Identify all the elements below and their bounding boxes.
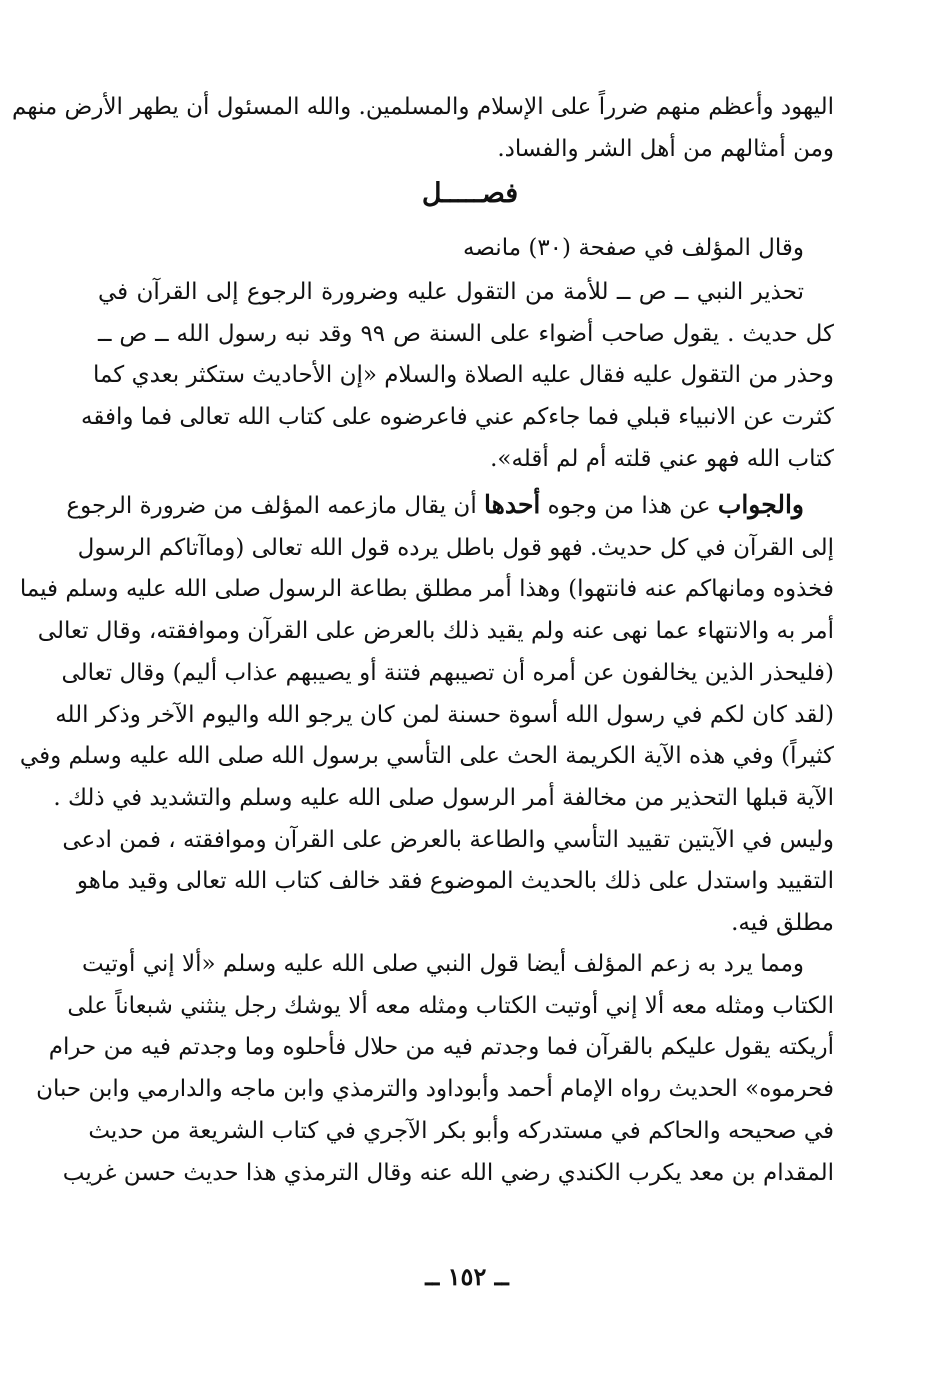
text-line: أمر به والانتهاء عما نهى عنه ولم يقيد ذلك بالعرض على القرآن وموافقته، وقال تعالى <box>37 618 834 645</box>
text-line: المقدام بن معد يكرب الكندي رضي الله عنه وقال الترمذي هذا حديث حسن غريب <box>62 1159 834 1186</box>
text-line: فخذوه ومانهاكم عنه فانتهوا) وهذا أمر مطلق بطاعة الرسول صلى الله عليه وسلم فيما <box>19 576 834 603</box>
answer-paragraph <box>19 484 834 945</box>
answer-keyword: والجواب <box>717 490 804 519</box>
page-number: ــ ١٥٢ ــ <box>425 1262 509 1291</box>
text-line: إلى القرآن في كل حديث. فهو قول باطل يرده قول الله تعالى (وماآتاكم الرسول <box>77 534 834 561</box>
text-line: كتاب الله فهو عني قلته أم لم أقله». <box>490 445 834 472</box>
section-heading: فصـــــل <box>421 178 519 209</box>
answer-first-line-mid: عن هذا من وجوه <box>540 493 718 519</box>
text-line: الكتاب ومثله معه ألا إني أوتيت الكتاب ومثله معه ألا يوشك رجل ينثني شبعاناً على <box>67 992 834 1019</box>
text-line: كل حديث . يقول صاحب أضواء على السنة ص ٩٩ وقد نبه رسول الله ــ ص ــ <box>98 320 834 347</box>
top-paragraph <box>12 87 834 170</box>
text-line: في صحيحه والحاكم في مستدركه وأبو بكر الآجري في كتاب الشريعة من حديث <box>88 1117 834 1144</box>
text-line: اليهود وأعظم منهم ضرراً على الإسلام والمسلمين. والله المسئول أن يطهر الأرض منهم <box>12 94 834 120</box>
answer-first-line-rest: أن يقال مازعمه المؤلف من ضرورة الرجوع <box>66 493 485 519</box>
text-line: (لقد كان لكم في رسول الله أسوة حسنة لمن كان يرجو الله واليوم الآخر وذكر الله <box>55 701 834 728</box>
quoted-passage <box>81 272 834 481</box>
text-line: التقييد واستدل على ذلك بالحديث الموضوع فقد خالف كتاب الله تعالى وقيد ماهو <box>76 868 834 895</box>
text-line: أريكته يقول عليكم بالقرآن فما وجدتم فيه من حلال فأحلوه وما وجدتم فيه من حرام <box>48 1034 834 1061</box>
text-line: فحرموه» الحديث رواه الإمام أحمد وأبوداود والترمذي وابن ماجه والدارمي وابن حبان <box>36 1076 834 1103</box>
intro-line <box>98 228 834 270</box>
text-line: كثرت عن الانبياء قبلي فما جاءكم عني فاعرضوه على كتاب الله تعالى فما وافقه <box>81 404 834 431</box>
text-line: مطلق فيه. <box>731 910 834 937</box>
text-line: (فليحذر الذين يخالفون عن أمره أن تصيبهم فتنة أو يصيبهم عذاب أليم) وقال تعالى <box>61 659 834 686</box>
text-line: الآية قبلها التحذير من مخالفة أمر الرسول صلى الله عليه وسلم والتشديد في ذلك . <box>53 784 834 811</box>
answer-point-label: أحدها <box>484 490 541 519</box>
text-line: تحذير النبي ــ ص ــ للأمة من التقول عليه وضرورة الرجوع إلى القرآن في <box>98 279 804 305</box>
text-line: وليس في الآيتين تقييد التأسي والطاعة بالعرض على القرآن وموافقته ، فمن ادعى <box>62 826 834 853</box>
text-line: وقال المؤلف في صفحة (٣٠) مانصه <box>463 235 804 261</box>
answer-first-line <box>66 484 834 528</box>
text-line: ومن أمثالهم من أهل الشر والفساد. <box>497 135 834 162</box>
text-line: وحذر من التقول عليه فقال عليه الصلاة والسلام «إن الأحاديث ستكثر بعدي كما <box>93 362 834 389</box>
text-line: ومما يرد به زعم المؤلف أيضا قول النبي صلى الله عليه وسلم «ألا إني أوتيت <box>82 951 804 977</box>
text-line: كثيراً) وفي هذه الآية الكريمة الحث على التأسي برسول الله صلى الله عليه وسلم وفي <box>19 743 834 770</box>
final-paragraph <box>36 944 834 1194</box>
